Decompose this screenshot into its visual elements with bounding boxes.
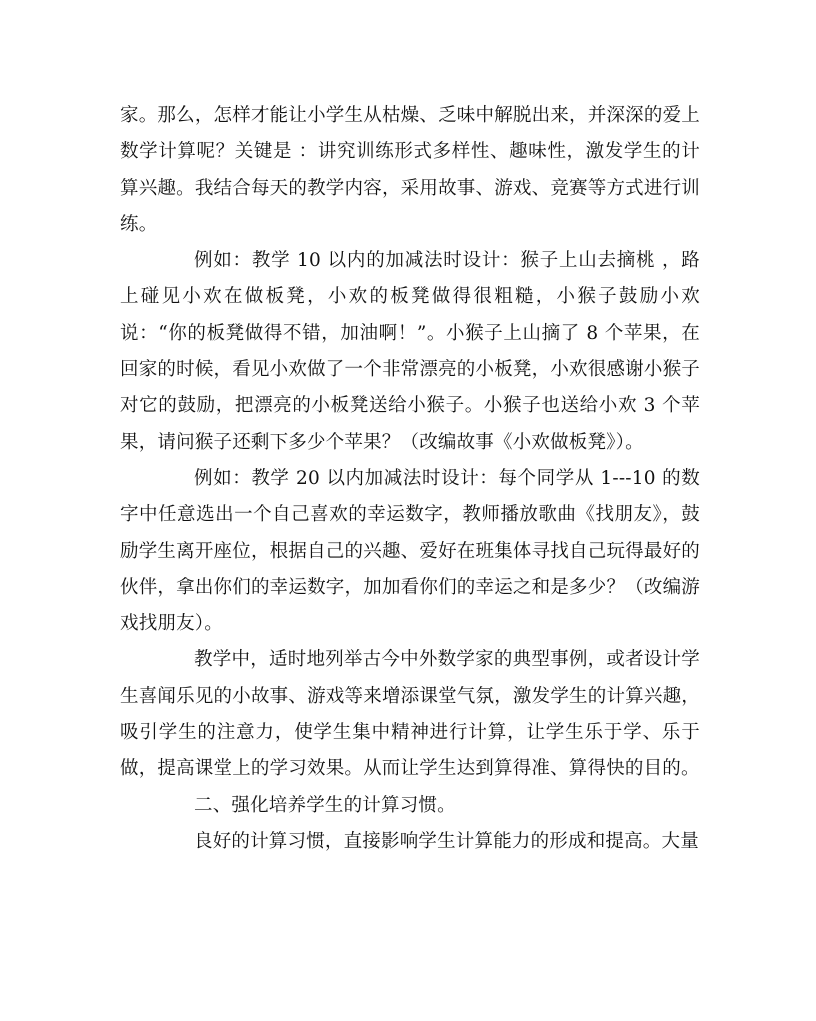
paragraph-teaching-summary: 教学中，适时地列举古今中外数学家的典型事例，或者设计学生喜闻乐见的小故事、游戏等来增添课堂气氛，激发学生的计算兴趣，吸引学生的注意力，使学生集中精神进行计算，让学生乐于学、乐于做，提高课堂上的学习效果。从而让学生达到算得准、算得快的目的。	[120, 649, 700, 780]
paragraph-habits: 良好的计算习惯，直接影响学生计算能力的形成和提高。大量	[194, 830, 699, 852]
document-body	[120, 98, 700, 860]
paragraph-continuation: 家。那么，怎样才能让小学生从枯燥、乏味中解脱出来，并深深的爱上数学计算呢？关键是 ：讲究训练形式多样性、趣味性，激发学生的计算兴趣。我结合每天的教学内容，采用故事、游戏、竞赛等方式进行训练。	[120, 105, 700, 235]
paragraph-example-game: 例如：教学 20 以内加减法时设计：每个同学从 1---10 的数字中任意选出一个自己喜欢的幸运数字，教师播放歌曲《找朋友》，鼓励学生离开座位，根据自己的兴趣、爱好在班集体寻找自己玩得最好的伙伴，拿出你们的幸运数字，加加看你们的幸运之和是多少？（改编游戏找朋友）。	[120, 467, 700, 635]
paragraph-example-story: 例如：教学 10 以内的加减法时设计：猴子上山去摘桃 ，路上碰见小欢在做板凳，小欢的板凳做得很粗糙，小猴子鼓励小欢说：“你的板凳做得不错，加油啊！”。小猴子上山摘了 8 个苹果，在回家的时候，看见小欢做了一个非常漂亮的小板凳，小欢很感谢小猴子对它的鼓励，把漂亮的小板凳送给小猴子。小猴子也送给小欢 3 个苹果，请问猴子还剩下多少个苹果？（改编故事《小欢做板凳》）。	[120, 250, 700, 453]
section-heading: 二、强化培养学生的计算习惯。	[194, 794, 456, 816]
